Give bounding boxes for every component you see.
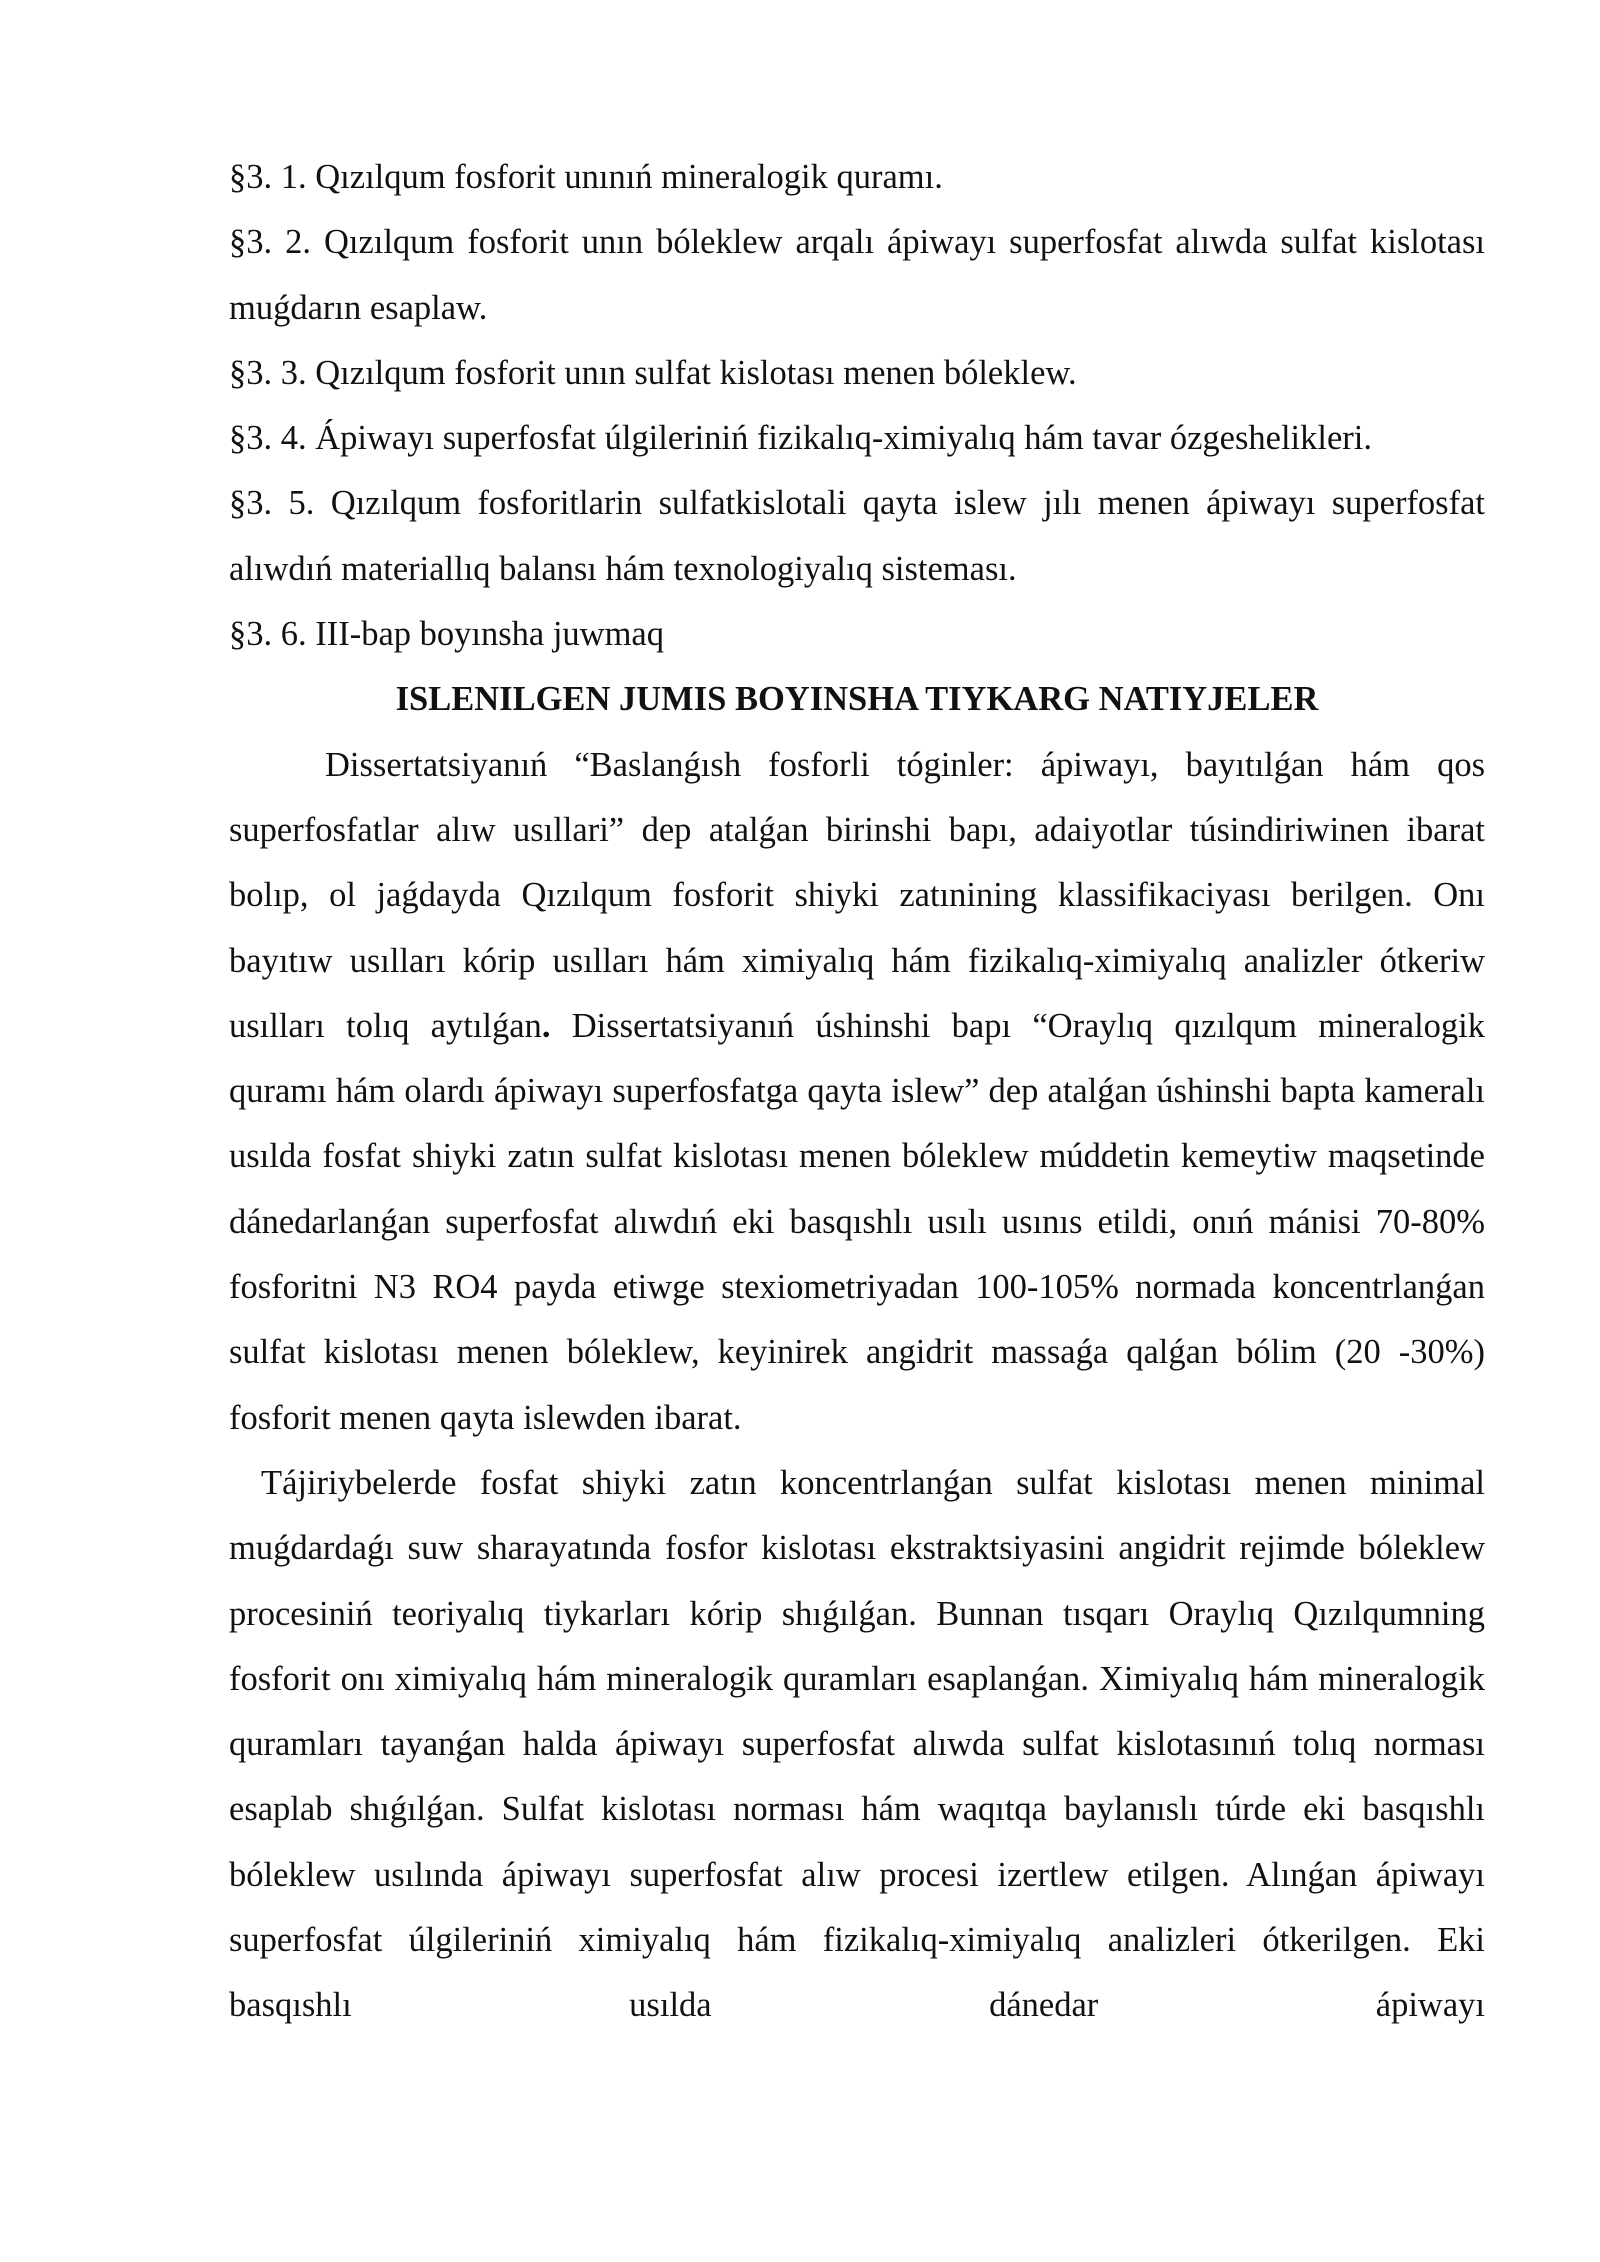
toc-item-3-5[interactable]: §3. 5. Qızılqum fosforitlarin sulfatkislotali qayta islew jılı menen ápiwayı superfosfat alıwdıń materiallıq balansı hám texnologiyalıq sisteması.	[229, 484, 1485, 588]
body-paragraph-1	[229, 733, 1485, 1451]
toc-item-3-6[interactable]: §3. 6. III-bap boyınsha juwmaq	[229, 615, 664, 654]
body-paragraph-1-bold-period: .	[541, 1006, 551, 1045]
toc-item-3-4[interactable]: §3. 4. Ápiwayı superfosfat úlgileriniń fizikalıq-ximiyalıq hám tavar ózgeshelikleri.	[229, 419, 1372, 458]
toc-item-3-1[interactable]: §3. 1. Qızılqum fosforit unınıń mineralogik quramı.	[229, 158, 943, 196]
section-heading: ISLENILGEN JUMIS BOYINSHA TIYKARG NATIYJELER	[395, 680, 1319, 719]
toc-item-3-3[interactable]: §3. 3. Qızılqum fosforit unın sulfat kislotası menen bóleklew.	[229, 353, 1077, 392]
body-paragraph-1-part-a: Dissertatsiyanıń “Baslanǵısh fosforli tóginler: ápiwayı, bayıtılǵan hám qos superfosfatlar alıw usıllari” dep atalǵan birinshi bapı, adaiyotlar túsindiriwinen ibarat bolıp, ol jaǵdayda Qızılqum fosforit shiyki zatınining klassifikaciyası berilgen. Onı bayıtıw usılları kórip usılları hám ximiyalıq hám fizikalıq-ximiyalıq analizler ótkeriw usılları tolıq aytılǵan	[229, 745, 1485, 1045]
toc-item-3-2[interactable]: §3. 2. Qızılqum fosforit unın bóleklew arqalı ápiwayı superfosfat alıwda sulfat kislotası muǵdarın esaplaw.	[229, 223, 1485, 327]
document-page	[229, 145, 1485, 2039]
body-paragraph-1-part-b: Dissertatsiyanıń úshinshi bapı “Oraylıq qızılqum mineralogik quramı hám olardı ápiwayı superfosfatga qayta islew” dep atalǵan úshinshi bapta kameralı usılda fosfat shiyki zatın sulfat kislotası menen bóleklew múddetin kemeytiw maqsetinde dánedarlanǵan superfosfat alıwdıń eki basqıshlı usılı usınıs etildi, onıń mánisi 70-80% fosforitni N3 RO4 payda etiwge stexiometriyadan 100-105% normada koncentrlanǵan sulfat kislotası menen bóleklew, keyinirek angidrit massaǵa qalǵan bólim (20 -30%) fosforit menen qayta islewden ibarat.	[229, 1006, 1485, 1437]
body-paragraph-2: Tájiriybelerde fosfat shiyki zatın koncentrlanǵan sulfat kislotası menen minimal muǵdardaǵı suw sharayatında fosfor kislotası ekstraktsiyasini angidrit rejimde bóleklew procesiniń teoriyalıq tiykarları kórip shıǵılǵan. Bunnan tısqarı Oraylıq Qızılqumning fosforit onı ximiyalıq hám mineralogik quramları esaplanǵan. Ximiyalıq hám mineralogik quramları tayanǵan halda ápiwayı superfosfat alıwda sulfat kislotasınıń tolıq norması esaplab shıǵılǵan. Sulfat kislotası norması hám waqıtqa baylanıslı túrde eki basqıshlı bóleklew usılında ápiwayı superfosfat alıw procesi izertlew etilgen. Alınǵan ápiwayı superfosfat úlgileriniń ximiyalıq hám fizikalıq-ximiyalıq analizleri ótkerilgen. Eki basqıshlı usılda dánedar ápiwayı	[229, 1463, 1485, 2025]
